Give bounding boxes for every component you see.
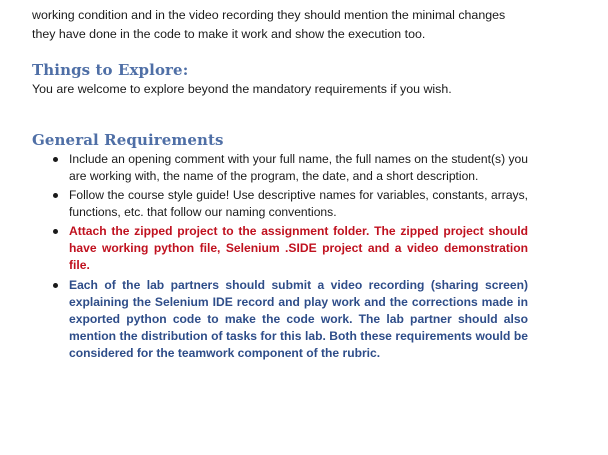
list-item [32, 223, 528, 274]
list-item-text: Attach the zipped project to the assignment folder. The zipped project should have working python file, Selenium .SIDE project and a video demonstration file. [69, 224, 528, 272]
list-item-text: Follow the course style guide! Use descriptive names for variables, constants, arrays, functions, etc. that follow our naming conventions. [69, 188, 528, 219]
list-item-text: Include an opening comment with your full name, the full names on the student(s) you are working with, the name of the program, the date, and a short description. [69, 152, 528, 183]
bullet-icon [53, 193, 58, 198]
list-item [32, 187, 528, 221]
bullet-icon [53, 229, 58, 234]
list-item [32, 151, 528, 185]
explore-paragraph: You are welcome to explore beyond the mandatory requirements if you wish. [32, 82, 452, 96]
general-requirements-heading: General Requirements [32, 131, 224, 149]
things-to-explore-heading: Things to Explore: [32, 61, 189, 79]
list-item-text: Each of the lab partners should submit a video recording (sharing screen) explaining the Selenium IDE record and play work and the corrections made in exported python code to make the code work. The lab partner should also mention the distribution of tasks for this lab. Both these requirements would be considered for the teamwork component of the rubric. [69, 278, 528, 360]
bullet-icon [53, 283, 58, 288]
intro-paragraph: working condition and in the video recording they should mention the minimal changes they have done in the code to make it work and show the execution too. [32, 8, 506, 41]
bullet-icon [53, 157, 58, 162]
list-item [32, 277, 528, 362]
requirements-list [32, 151, 528, 362]
